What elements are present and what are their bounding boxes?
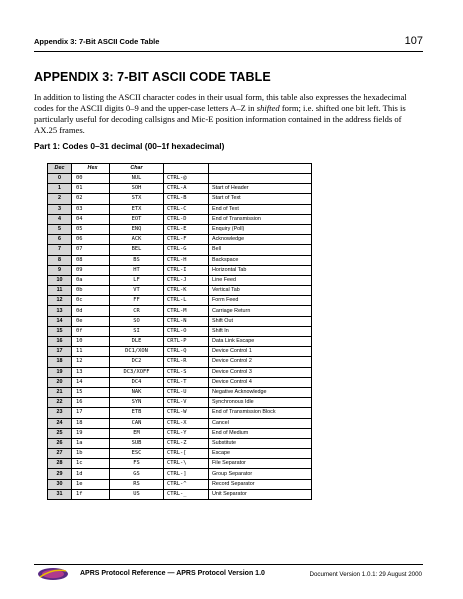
cell-dec: 27	[48, 449, 72, 459]
cell-control: CTRL-F	[164, 235, 209, 245]
table-row	[48, 459, 312, 469]
cell-hex: 18	[72, 418, 110, 428]
column-header-char: Char	[110, 164, 164, 174]
cell-dec: 22	[48, 398, 72, 408]
cell-description: Horizontal Tab	[209, 265, 312, 275]
cell-hex: 04	[72, 214, 110, 224]
cell-char: DLE	[110, 337, 164, 347]
cell-description: End of Medium	[209, 428, 312, 438]
cell-description: Record Separator	[209, 479, 312, 489]
cell-control: CTRL-B	[164, 194, 209, 204]
table-header-row	[48, 164, 312, 174]
cell-control: CTRL-X	[164, 418, 209, 428]
cell-description: Form Feed	[209, 296, 312, 306]
cell-dec: 14	[48, 316, 72, 326]
cell-control: CTRL-\	[164, 459, 209, 469]
cell-char: ESC	[110, 449, 164, 459]
table-row	[48, 184, 312, 194]
cell-hex: 1e	[72, 479, 110, 489]
table-row	[48, 194, 312, 204]
cell-description: End of Transmission Block	[209, 408, 312, 418]
ascii-table	[47, 163, 312, 500]
cell-control: CTRL-U	[164, 387, 209, 397]
cell-control: CTRL-D	[164, 214, 209, 224]
cell-dec: 21	[48, 387, 72, 397]
table-body	[48, 174, 312, 500]
cell-control: CTRL-R	[164, 357, 209, 367]
running-header-title: Appendix 3: 7-Bit ASCII Code Table	[34, 37, 160, 46]
cell-dec: 28	[48, 459, 72, 469]
cell-control: CTRL-M	[164, 306, 209, 316]
table-row	[48, 286, 312, 296]
table-row	[48, 255, 312, 265]
cell-description: Enquiry (Poll)	[209, 224, 312, 234]
cell-hex: 01	[72, 184, 110, 194]
cell-char: CAN	[110, 418, 164, 428]
cell-description: Device Control 2	[209, 357, 312, 367]
cell-char: ETX	[110, 204, 164, 214]
cell-description: Start of Header	[209, 184, 312, 194]
footer-rule	[34, 564, 423, 565]
cell-description: Device Control 3	[209, 367, 312, 377]
table-row	[48, 214, 312, 224]
cell-description: Backspace	[209, 255, 312, 265]
cell-hex: 1f	[72, 489, 110, 499]
cell-char: STX	[110, 194, 164, 204]
table-row	[48, 377, 312, 387]
cell-dec: 6	[48, 235, 72, 245]
cell-char: VT	[110, 286, 164, 296]
cell-control: CTRL-[	[164, 449, 209, 459]
table-row	[48, 235, 312, 245]
cell-dec: 26	[48, 438, 72, 448]
cell-hex: 0c	[72, 296, 110, 306]
table-row	[48, 326, 312, 336]
cell-hex: 12	[72, 357, 110, 367]
table-row	[48, 357, 312, 367]
table-row	[48, 174, 312, 184]
cell-char: FF	[110, 296, 164, 306]
cell-char: EM	[110, 428, 164, 438]
cell-char: RS	[110, 479, 164, 489]
cell-char: ENQ	[110, 224, 164, 234]
cell-hex: 08	[72, 255, 110, 265]
cell-dec: 17	[48, 347, 72, 357]
cell-hex: 07	[72, 245, 110, 255]
cell-dec: 5	[48, 224, 72, 234]
cell-dec: 0	[48, 174, 72, 184]
cell-char: BS	[110, 255, 164, 265]
cell-char: DC1/XON	[110, 347, 164, 357]
cell-dec: 25	[48, 428, 72, 438]
cell-description: Shift In	[209, 326, 312, 336]
cell-description: Device Control 1	[209, 347, 312, 357]
cell-description: Cancel	[209, 418, 312, 428]
cell-char: DC2	[110, 357, 164, 367]
cell-hex: 10	[72, 337, 110, 347]
footer-version: Document Version 1.0.1: 29 August 2000	[309, 571, 422, 578]
cell-hex: 00	[72, 174, 110, 184]
table-row	[48, 306, 312, 316]
table-row	[48, 204, 312, 214]
table-row	[48, 387, 312, 397]
table-row	[48, 296, 312, 306]
table-row	[48, 489, 312, 499]
table-row	[48, 438, 312, 448]
running-header	[34, 35, 423, 49]
cell-control: CTRL-Y	[164, 428, 209, 438]
cell-description: Carriage Return	[209, 306, 312, 316]
cell-description: Synchronous Idle	[209, 398, 312, 408]
cell-control: CRTL-P	[164, 337, 209, 347]
cell-hex: 11	[72, 347, 110, 357]
table-row	[48, 398, 312, 408]
cell-char: FS	[110, 459, 164, 469]
cell-char: DC4	[110, 377, 164, 387]
cell-control: CTRL-N	[164, 316, 209, 326]
cell-control: CTRL-W	[164, 408, 209, 418]
cell-dec: 18	[48, 357, 72, 367]
cell-hex: 06	[72, 235, 110, 245]
cell-control: CTRL-E	[164, 224, 209, 234]
intro-emphasis: shifted	[256, 103, 280, 113]
table-row	[48, 316, 312, 326]
table-row	[48, 245, 312, 255]
cell-char: ETB	[110, 408, 164, 418]
cell-hex: 09	[72, 265, 110, 275]
cell-description: Device Control 4	[209, 377, 312, 387]
cell-control: CTRL-A	[164, 184, 209, 194]
cell-description: Shift Out	[209, 316, 312, 326]
cell-hex: 02	[72, 194, 110, 204]
cell-control: CTRL-Z	[164, 438, 209, 448]
cell-dec: 15	[48, 326, 72, 336]
cell-char: GS	[110, 469, 164, 479]
cell-dec: 1	[48, 184, 72, 194]
cell-char: ACK	[110, 235, 164, 245]
cell-hex: 05	[72, 224, 110, 234]
cell-char: SO	[110, 316, 164, 326]
cell-hex: 0e	[72, 316, 110, 326]
cell-hex: 13	[72, 367, 110, 377]
cell-description: File Separator	[209, 459, 312, 469]
cell-description: Substitute	[209, 438, 312, 448]
cell-dec: 12	[48, 296, 72, 306]
table-row	[48, 347, 312, 357]
cell-hex: 1c	[72, 459, 110, 469]
cell-dec: 10	[48, 275, 72, 285]
cell-description: Negative Acknowledge	[209, 387, 312, 397]
cell-dec: 31	[48, 489, 72, 499]
cell-description: Data Link Escape	[209, 337, 312, 347]
cell-dec: 4	[48, 214, 72, 224]
cell-control: CTRL-H	[164, 255, 209, 265]
column-header-description	[209, 164, 312, 174]
cell-char: US	[110, 489, 164, 499]
cell-char: NUL	[110, 174, 164, 184]
cell-dec: 19	[48, 367, 72, 377]
column-header-dec: Dec	[48, 164, 72, 174]
table-row	[48, 449, 312, 459]
cell-char: SYN	[110, 398, 164, 408]
table-row	[48, 224, 312, 234]
cell-control: CTRL-T	[164, 377, 209, 387]
cell-dec: 8	[48, 255, 72, 265]
cell-dec: 16	[48, 337, 72, 347]
cell-hex: 03	[72, 204, 110, 214]
cell-char: SOH	[110, 184, 164, 194]
cell-char: EOT	[110, 214, 164, 224]
column-header-hex: Hex	[72, 164, 110, 174]
cell-char: HT	[110, 265, 164, 275]
header-rule	[34, 51, 423, 52]
cell-char: BEL	[110, 245, 164, 255]
intro-paragraph	[34, 92, 426, 136]
cell-dec: 23	[48, 408, 72, 418]
cell-hex: 0d	[72, 306, 110, 316]
cell-hex: 0a	[72, 275, 110, 285]
cell-control: CTRL-K	[164, 286, 209, 296]
table-row	[48, 337, 312, 347]
cell-hex: 15	[72, 387, 110, 397]
cell-description: Vertical Tab	[209, 286, 312, 296]
cell-dec: 24	[48, 418, 72, 428]
cell-dec: 7	[48, 245, 72, 255]
cell-control: CTRL-C	[164, 204, 209, 214]
table-row	[48, 408, 312, 418]
cell-control: CTRL-_	[164, 489, 209, 499]
cell-description: Unit Separator	[209, 489, 312, 499]
cell-description: End of Transmission	[209, 214, 312, 224]
intro-text-2: form; i.e. shifted one bit left. This is particularly useful for decoding callsigns and Mic-E position information contained in the address fields of AX.25 frames.	[34, 103, 406, 135]
cell-description: Line Feed	[209, 275, 312, 285]
cell-char: CR	[110, 306, 164, 316]
cell-dec: 13	[48, 306, 72, 316]
table-row	[48, 428, 312, 438]
cell-hex: 0f	[72, 326, 110, 336]
cell-hex: 1a	[72, 438, 110, 448]
cell-description: Acknowledge	[209, 235, 312, 245]
cell-control: CTRL-G	[164, 245, 209, 255]
cell-control: CTRL-^	[164, 479, 209, 489]
cell-description: Escape	[209, 449, 312, 459]
cell-char: LF	[110, 275, 164, 285]
table-row	[48, 479, 312, 489]
cell-hex: 19	[72, 428, 110, 438]
cell-char: SUB	[110, 438, 164, 448]
section-title: Part 1: Codes 0–31 decimal (00–1f hexadecimal)	[34, 141, 225, 151]
cell-hex: 17	[72, 408, 110, 418]
cell-dec: 11	[48, 286, 72, 296]
cell-hex: 1d	[72, 469, 110, 479]
column-header-control	[164, 164, 209, 174]
cell-description: Group Separator	[209, 469, 312, 479]
cell-char: DC3/XOFF	[110, 367, 164, 377]
table-row	[48, 418, 312, 428]
intro-text-1: In addition to listing the ASCII character codes in their usual form, this table also expresses the hexadecimal codes for the ASCII digits 0–9 and the upper-case letters A–Z in	[34, 92, 407, 113]
cell-hex: 14	[72, 377, 110, 387]
cell-dec: 20	[48, 377, 72, 387]
cell-description: Start of Text	[209, 194, 312, 204]
table-row	[48, 367, 312, 377]
table-row	[48, 265, 312, 275]
cell-description	[209, 174, 312, 184]
cell-dec: 3	[48, 204, 72, 214]
cell-description: End of Text	[209, 204, 312, 214]
cell-hex: 16	[72, 398, 110, 408]
cell-char: SI	[110, 326, 164, 336]
cell-dec: 30	[48, 479, 72, 489]
cell-control: CTRL-J	[164, 275, 209, 285]
page-title: APPENDIX 3: 7-BIT ASCII CODE TABLE	[34, 70, 271, 84]
cell-control: CTRL-@	[164, 174, 209, 184]
cell-hex: 0b	[72, 286, 110, 296]
cell-control: CTRL-I	[164, 265, 209, 275]
table-row	[48, 275, 312, 285]
cell-control: CTRL-O	[164, 326, 209, 336]
cell-control: CTRL-V	[164, 398, 209, 408]
cell-char: NAK	[110, 387, 164, 397]
cell-hex: 1b	[72, 449, 110, 459]
cell-control: CTRL-Q	[164, 347, 209, 357]
cell-dec: 9	[48, 265, 72, 275]
aprs-logo	[37, 567, 69, 581]
footer-title: APRS Protocol Reference — APRS Protocol Version 1.0	[80, 570, 265, 577]
page-number: 107	[404, 35, 423, 47]
cell-dec: 2	[48, 194, 72, 204]
cell-description: Bell	[209, 245, 312, 255]
cell-control: CTRL-]	[164, 469, 209, 479]
cell-dec: 29	[48, 469, 72, 479]
table-row	[48, 469, 312, 479]
cell-control: CTRL-S	[164, 367, 209, 377]
cell-control: CTRL-L	[164, 296, 209, 306]
